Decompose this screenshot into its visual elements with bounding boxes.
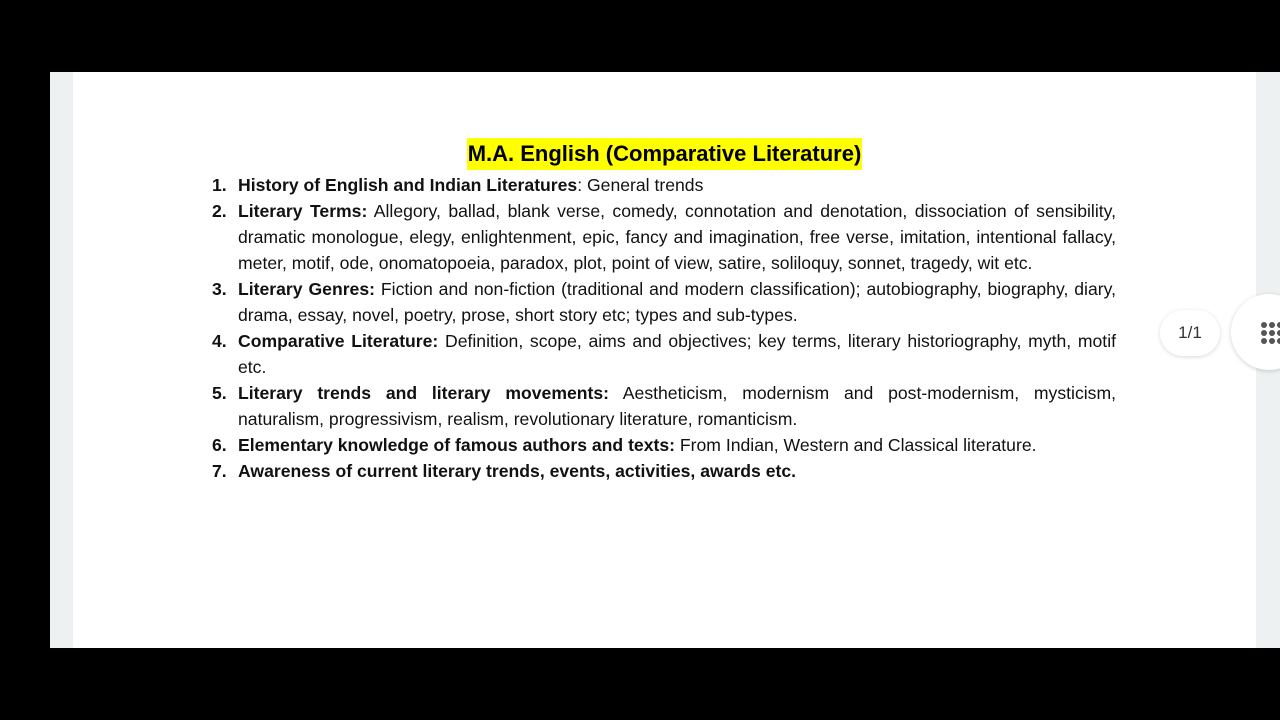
list-item [212, 276, 1116, 328]
item-number: 4. [212, 331, 227, 351]
item-text: From Indian, Western and Classical literature. [675, 435, 1037, 455]
item-text: : General trends [577, 175, 704, 195]
document-title: M.A. English (Comparative Literature) [467, 138, 863, 170]
item-number: 5. [212, 383, 227, 403]
item-heading: History of English and Indian Literatures [238, 175, 578, 195]
item-number: 3. [212, 279, 227, 299]
list-item [212, 432, 1116, 458]
item-text: Fiction and non-fiction (traditional and modern classification); autobiography, biography, diary, drama, essay, novel, poetry, prose, short story etc; types and sub-types. [238, 279, 1116, 325]
grid-dots-icon [1261, 322, 1280, 344]
pdf-viewer [50, 72, 1280, 648]
list-item [212, 172, 1116, 198]
item-number: 2. [212, 201, 227, 221]
list-item [212, 458, 1116, 484]
item-heading: Comparative Literature: [238, 331, 439, 351]
item-heading: Elementary knowledge of famous authors and texts: [238, 435, 676, 455]
list-item [212, 328, 1116, 380]
item-number: 6. [212, 435, 227, 455]
page-indicator: 1/1 [1160, 310, 1220, 356]
item-heading: Literary Terms: [238, 201, 368, 221]
item-text: Allegory, ballad, blank verse, comedy, connotation and denotation, dissociation of sensibility, dramatic monologue, elegy, enlightenment, epic, fancy and imagination, free verse, imitation, intentional fallacy, meter, motif, ode, onomatopoeia, paradox, plot, point of view, satire, soliloquy, sonnet, tragedy, wit etc. [238, 201, 1116, 273]
list-item [212, 380, 1116, 432]
item-heading: Awareness of current literary trends, events, activities, awards etc. [238, 461, 797, 481]
item-number: 1. [212, 175, 227, 195]
document-page [73, 72, 1256, 648]
syllabus-list [212, 172, 1116, 484]
item-heading: Literary trends and literary movements: [238, 383, 609, 403]
item-text: Definition, scope, aims and objectives; key terms, literary historiography, myth, motif etc. [238, 331, 1116, 377]
item-text: Aestheticism, modernism and post-modernism, mysticism, naturalism, progressivism, realism, revolutionary literature, romanticism. [238, 383, 1116, 429]
item-heading: Literary Genres: [238, 279, 375, 299]
item-number: 7. [212, 461, 227, 481]
list-item [212, 198, 1116, 276]
